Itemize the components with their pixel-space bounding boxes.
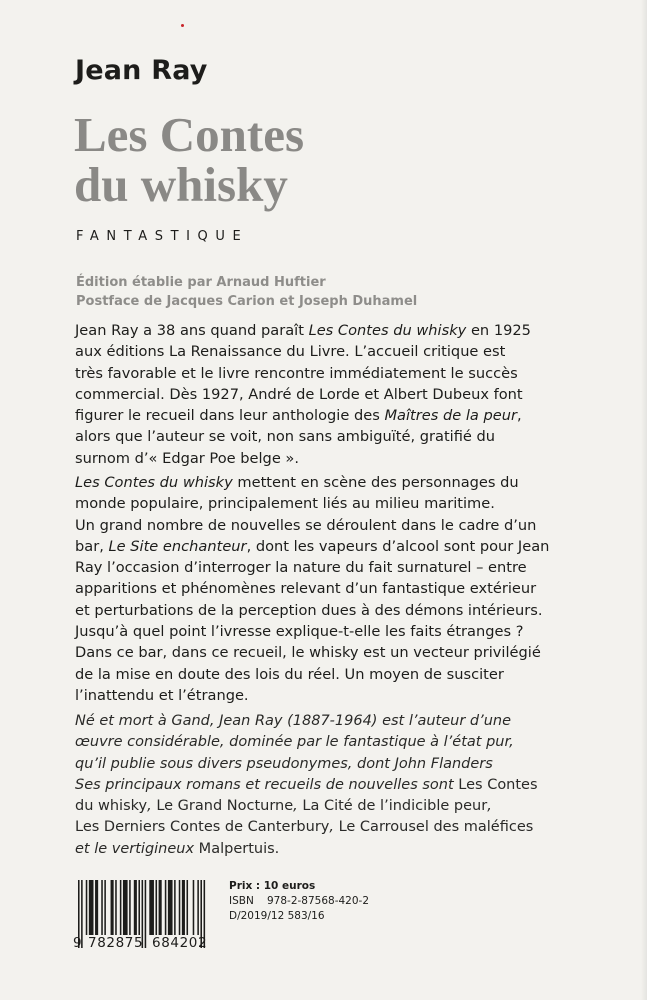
isbn-line <box>229 894 369 909</box>
edition-credit: Édition établie par Arnaud Huftier <box>76 275 326 290</box>
text-line: Un grand nombre de nouvelles se déroulent dans le cadre d’un <box>75 516 537 534</box>
book-title <box>74 107 305 212</box>
summary-paragraph-2 <box>75 472 595 706</box>
barcode-bar <box>174 880 176 935</box>
barcode-bar <box>129 880 131 935</box>
text-run: . <box>274 840 280 857</box>
barcode-first-digit: 9 <box>73 935 82 951</box>
barcode-bar <box>134 880 137 935</box>
barcode-bar <box>197 880 199 935</box>
isbn-number: 978-2-87568-420-2 <box>267 895 370 907</box>
barcode-bar <box>187 880 189 935</box>
barcode-bar <box>123 880 128 935</box>
text-run: figurer le recueil dans leur anthologie des <box>75 407 385 425</box>
barcode-bar <box>95 880 98 935</box>
text-line <box>75 320 595 341</box>
barcode-bar <box>156 880 158 935</box>
barcode-bar <box>138 880 140 935</box>
genre-label: FANTASTIQUE <box>76 229 249 244</box>
text-line: aux éditions La Renaissance du Livre. L’accueil critique est <box>75 343 506 361</box>
summary-paragraph-1 <box>75 320 595 469</box>
edition-credits <box>76 273 417 311</box>
page-edge <box>641 0 647 1000</box>
barcode-bar <box>179 880 181 935</box>
barcode-bar <box>89 880 94 935</box>
text-line: œuvre considérable, dominée par le fantastique à l’état pur, <box>75 734 514 751</box>
book-title-ref: La Cité de l’indicible peur <box>302 798 488 815</box>
text-run: , <box>329 819 339 836</box>
barcode-bar <box>159 880 162 935</box>
author-bio <box>75 711 595 860</box>
price: Prix : 10 euros <box>229 880 316 892</box>
book-title-ref: Maîtres de la peur <box>384 407 517 425</box>
barcode-group-1: 782875 <box>88 935 144 951</box>
barcode-bar <box>86 880 88 935</box>
text-line: et perturbations de la perception dues à des démons intérieurs. <box>75 601 543 619</box>
text-run: bar, <box>75 537 109 555</box>
book-title-ref: Les Contes du whisky <box>75 474 233 491</box>
barcode-bar <box>115 880 117 935</box>
barcode-bar <box>120 880 122 935</box>
book-title-ref: Le Grand Nocturne <box>156 798 294 815</box>
text-run: Jean Ray a 38 ans quand paraît <box>75 322 309 339</box>
text-line <box>75 405 595 426</box>
book-title-ref: Les Contes du whisky <box>308 322 467 339</box>
book-title-ref: Les Derniers Contes de Canterbury <box>75 819 330 836</box>
author-name: Jean Ray <box>75 55 208 86</box>
text-line: de la mise en doute des lois du réel. Un moyen de susciter <box>75 665 504 683</box>
text-line: l’inattendu et l’étrange. <box>75 686 249 704</box>
barcode-bar <box>104 880 106 935</box>
text-line: très favorable et le livre rencontre immédiatement le succès <box>75 364 518 382</box>
text-line: monde populaire, principalement liés au milieu maritime. <box>75 495 495 513</box>
text-line <box>75 817 595 838</box>
text-line <box>75 796 595 817</box>
text-line: qu’il publie sous divers pseudonymes, dont John Flanders <box>75 755 493 772</box>
legal-deposit: D/2019/12 583/16 <box>229 910 325 922</box>
text-run: , <box>147 798 157 815</box>
barcode-bar <box>149 880 154 935</box>
text-line <box>75 839 595 860</box>
text-line <box>75 536 595 557</box>
place-name-ref: Le Site enchanteur <box>108 537 247 555</box>
text-run: Ses principaux romans et recueils de nouvelles sont <box>75 776 454 793</box>
text-line <box>75 472 595 493</box>
text-line: commercial. Dès 1927, André de Lorde et Albert Dubeux font <box>75 385 523 403</box>
book-title-ref: Le Carrousel des maléfices <box>338 819 534 836</box>
text-run: et le vertigineux <box>75 840 195 857</box>
text-run: , dont les vapeurs d’alcool sont pour Jean <box>246 537 550 555</box>
text-line <box>75 775 595 796</box>
barcode-bar <box>101 880 103 935</box>
text-line: Dans ce bar, dans ce recueil, le whisky est un vecteur privilégié <box>75 644 541 662</box>
text-line: Né et mort à Gand, Jean Ray (1887-1964) est l’auteur d’une <box>75 713 512 729</box>
text-line: apparitions et phénomènes relevant d’un fantastique extérieur <box>75 580 537 598</box>
book-title-ref: Malpertuis <box>194 840 275 857</box>
text-run: , <box>517 407 522 425</box>
text-run: mettent en scène des personnages du <box>232 474 519 491</box>
barcode-bar <box>168 880 173 935</box>
barcode-digits <box>73 935 213 951</box>
red-mark <box>181 24 184 27</box>
title-line-1: Les Contes <box>74 107 305 162</box>
barcode-bar <box>182 880 185 935</box>
postface-credit: Postface de Jacques Carion et Joseph Duhamel <box>76 294 418 309</box>
text-line: alors que l’auteur se voit, non sans ambiguïté, gratifié du <box>75 428 496 446</box>
text-run: , <box>293 798 303 815</box>
text-line: Jusqu’à quel point l’ivresse explique-t-elle les faits étranges ? <box>75 623 524 641</box>
barcode-bar <box>111 880 114 935</box>
text-line: Ray l’occasion d’interroger la nature du fait surnaturel – entre <box>75 559 527 577</box>
barcode-group-2: 684202 <box>152 935 208 951</box>
title-line-2: du whisky <box>74 157 288 212</box>
book-title-ref: Les Contes <box>453 776 538 793</box>
isbn-label: ISBN <box>229 895 254 907</box>
publication-info <box>229 879 369 924</box>
book-title-ref: du whisky <box>75 798 148 815</box>
text-run: , <box>487 798 492 815</box>
barcode-bar <box>193 880 195 935</box>
text-run: en 1925 <box>466 322 531 339</box>
barcode-bar <box>165 880 167 935</box>
text-line: surnom d’« Edgar Poe belge ». <box>75 449 300 467</box>
